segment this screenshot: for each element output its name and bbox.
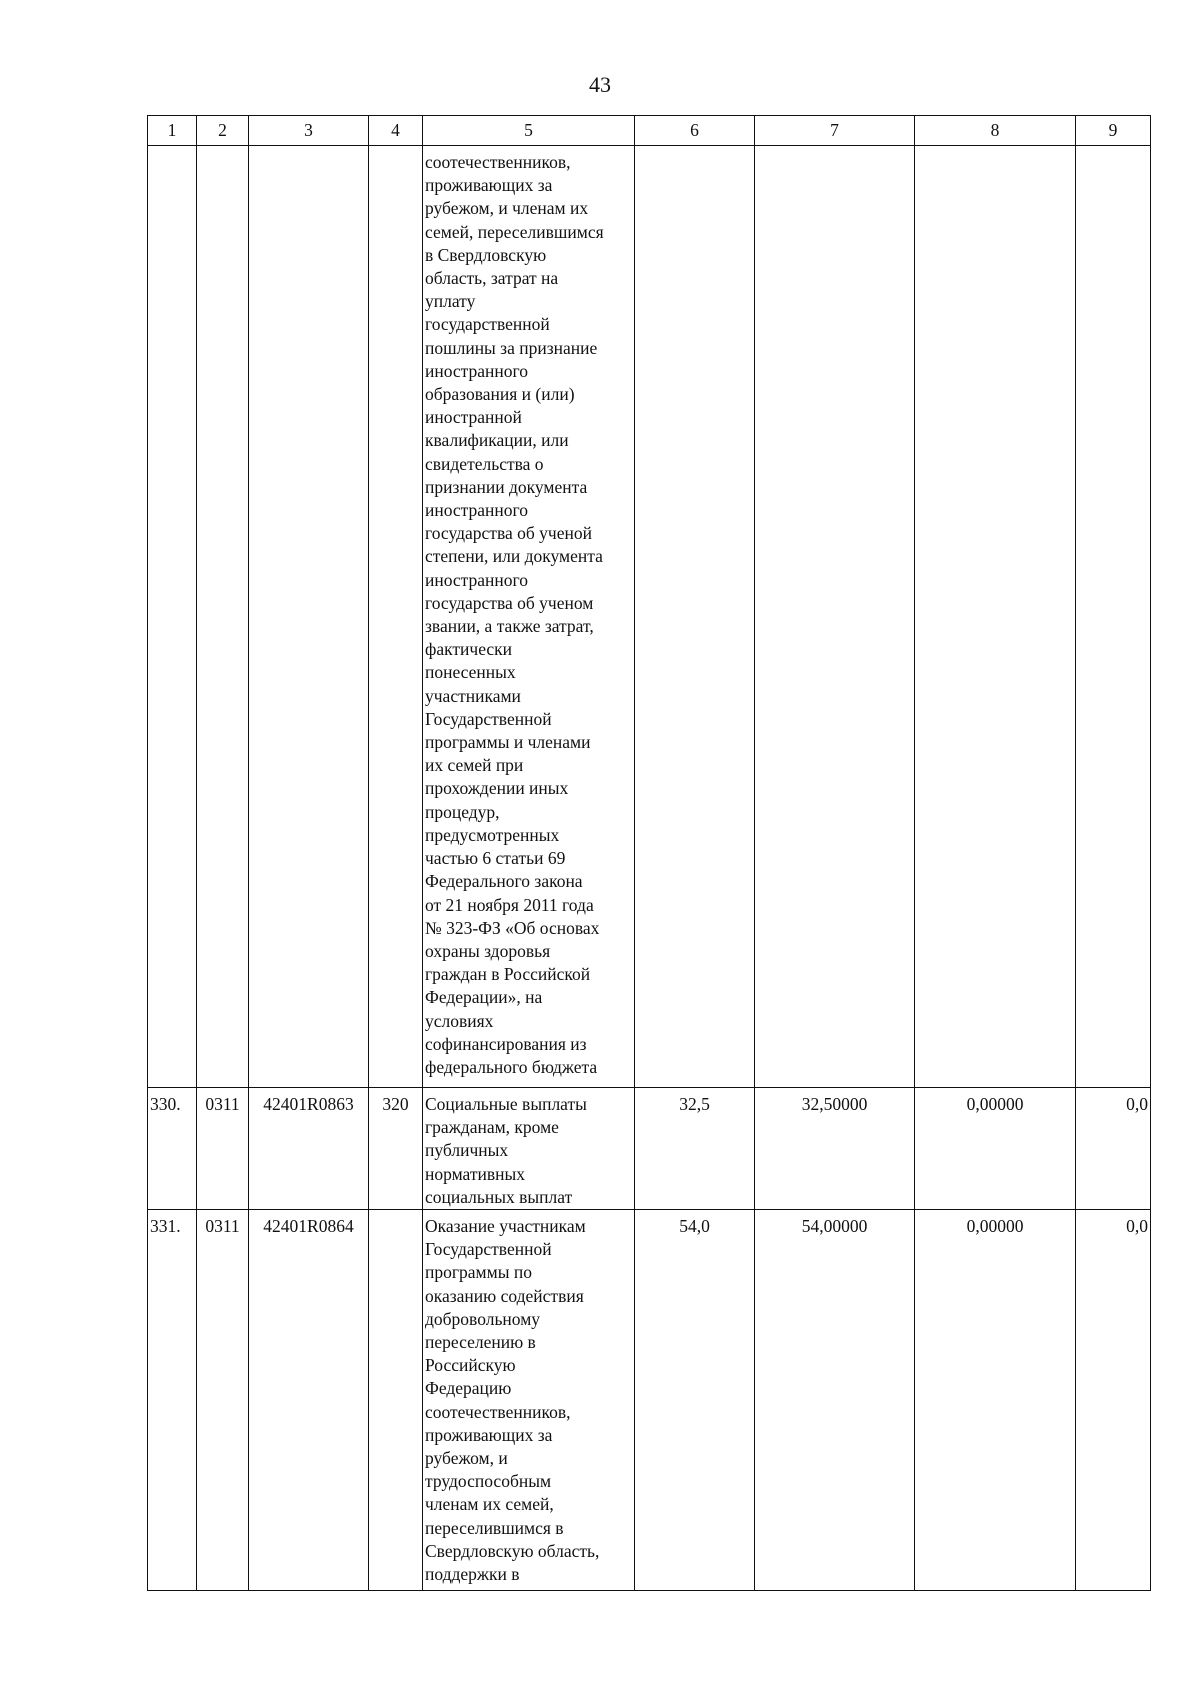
target-code-cell — [249, 146, 369, 1088]
row-number-cell: 330. — [148, 1088, 197, 1210]
amount-cell: 54,00000 — [755, 1210, 915, 1591]
amount-cell — [755, 146, 915, 1088]
expense-type-cell — [369, 146, 423, 1088]
amount-cell: 0,00000 — [915, 1088, 1076, 1210]
budget-table — [147, 115, 1151, 1591]
page-number: 43 — [589, 72, 611, 97]
column-header: 5 — [423, 116, 635, 146]
amount-cell: 0,0 — [1076, 1210, 1151, 1591]
target-code-cell: 42401R0863 — [249, 1088, 369, 1210]
description-cell: Социальные выплаты гражданам, кроме публичных нормативных социальных выплат — [423, 1088, 635, 1210]
expense-type-cell — [369, 1210, 423, 1591]
column-header: 4 — [369, 116, 423, 146]
amount-cell: 32,5 — [635, 1088, 755, 1210]
column-header: 1 — [148, 116, 197, 146]
table-row — [148, 146, 1151, 1088]
column-header: 8 — [915, 116, 1076, 146]
amount-cell: 54,0 — [635, 1210, 755, 1591]
amount-cell: 0,00000 — [915, 1210, 1076, 1591]
column-header: 3 — [249, 116, 369, 146]
column-header: 2 — [197, 116, 249, 146]
column-header: 7 — [755, 116, 915, 146]
target-code-cell: 42401R0864 — [249, 1210, 369, 1591]
row-number-cell: 331. — [148, 1210, 197, 1591]
description-cell: Оказание участникам Государственной программы по оказанию содействия добровольному переселению в Российскую Федерацию соотечественников, проживающих за рубежом, и трудоспособным членам их семей, переселившимся в Свердловскую область, поддержки в — [423, 1210, 635, 1591]
amount-cell — [635, 146, 755, 1088]
column-header: 6 — [635, 116, 755, 146]
table-row — [148, 1088, 1151, 1210]
section-code-cell: 0311 — [197, 1088, 249, 1210]
expense-type-cell: 320 — [369, 1088, 423, 1210]
section-code-cell: 0311 — [197, 1210, 249, 1591]
amount-cell — [1076, 146, 1151, 1088]
amount-cell — [915, 146, 1076, 1088]
amount-cell: 32,50000 — [755, 1088, 915, 1210]
table-row — [148, 1210, 1151, 1591]
table-header-row — [148, 116, 1151, 146]
row-number-cell — [148, 146, 197, 1088]
description-cell: соотечественников, проживающих за рубежом, и членам их семей, переселившимся в Свердловскую область, затрат на уплату государственной пошлины за признание иностранного образования и (или) иностранной квалификации, или свидетельства о признании документа иностранного государства об ученой степени, или документа иностранного государства об ученом звании, а также затрат, фактически понесенных участниками Государственной программы и членами их семей при прохождении иных процедур, предусмотренных частью 6 статьи 69 Федерального закона от 21 ноября 2011 года № 323-ФЗ «Об основах охраны здоровья граждан в Российской Федерации», на условиях софинансирования из федерального бюджета — [423, 146, 635, 1088]
amount-cell: 0,0 — [1076, 1088, 1151, 1210]
section-code-cell — [197, 146, 249, 1088]
column-header: 9 — [1076, 116, 1151, 146]
